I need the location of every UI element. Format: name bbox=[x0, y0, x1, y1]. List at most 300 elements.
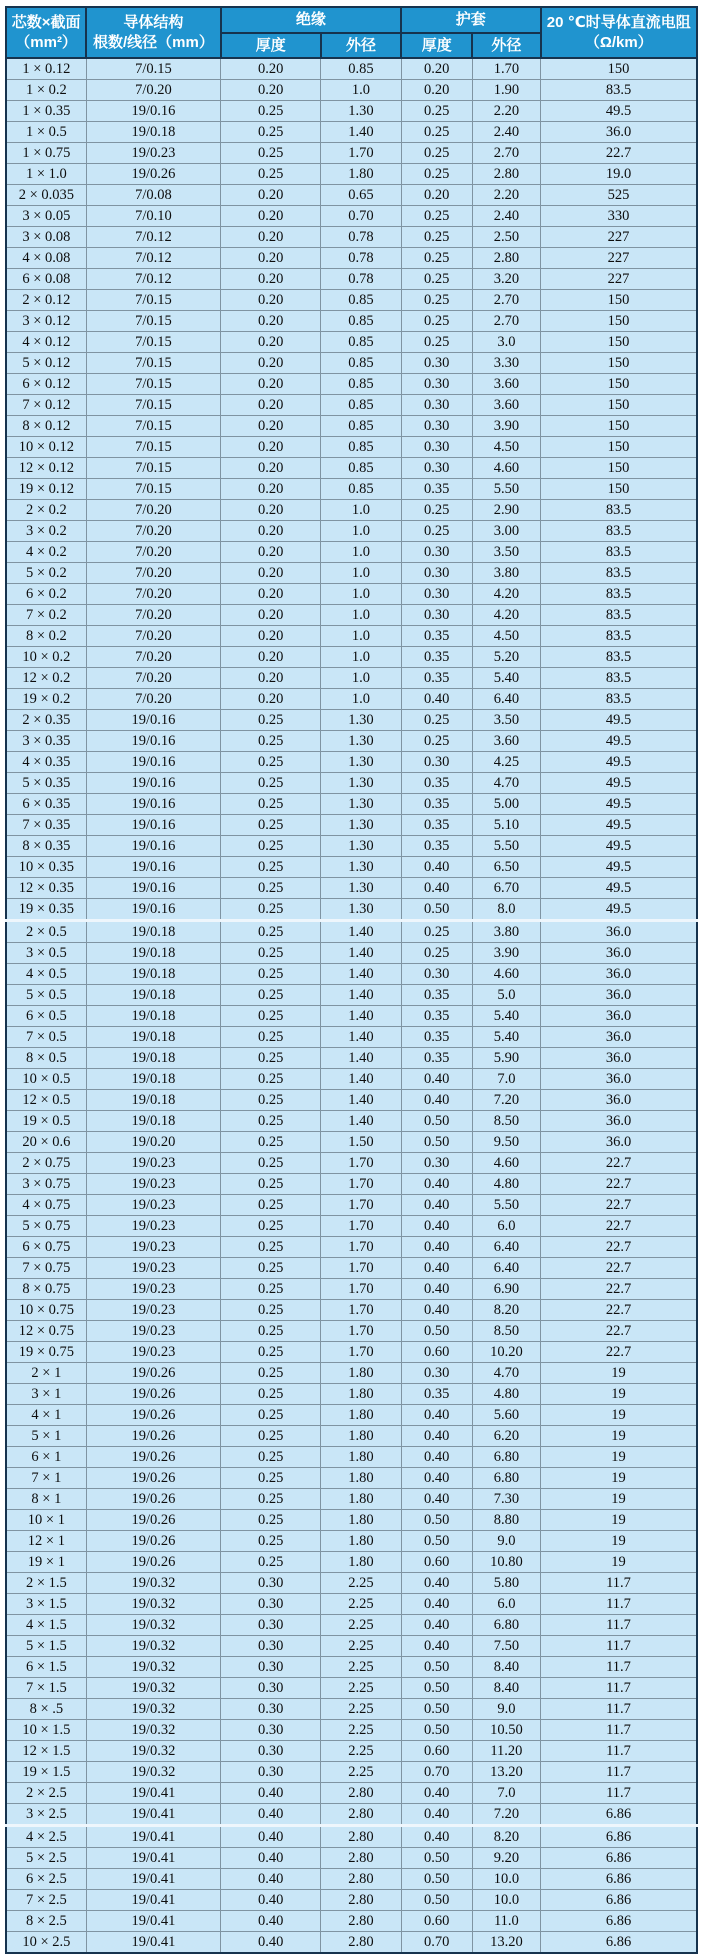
cell-resistance: 330 bbox=[541, 206, 698, 227]
table-row bbox=[6, 416, 697, 437]
cell-insulation-outer-diameter: 0.85 bbox=[321, 311, 401, 332]
cell-insulation-outer-diameter: 1.30 bbox=[321, 752, 401, 773]
cell-conductor: 19/0.23 bbox=[86, 1216, 220, 1237]
cell-size: 6 × 0.35 bbox=[6, 794, 86, 815]
cell-sheath-thickness: 0.20 bbox=[401, 185, 472, 206]
cell-sheath-thickness: 0.35 bbox=[401, 1006, 472, 1027]
cell-size: 1 × 0.2 bbox=[6, 80, 86, 101]
cell-sheath-thickness: 0.25 bbox=[401, 206, 472, 227]
cell-resistance: 19 bbox=[541, 1468, 698, 1489]
cell-size: 4 × 2.5 bbox=[6, 1826, 86, 1848]
cell-sheath-thickness: 0.35 bbox=[401, 626, 472, 647]
cell-resistance: 11.7 bbox=[541, 1783, 698, 1804]
cell-size: 2 × 0.5 bbox=[6, 921, 86, 943]
table-row bbox=[6, 143, 697, 164]
cell-size: 19 × 0.2 bbox=[6, 689, 86, 710]
cell-insulation-outer-diameter: 1.40 bbox=[321, 1090, 401, 1111]
cell-insulation-outer-diameter: 1.30 bbox=[321, 857, 401, 878]
cell-conductor: 7/0.20 bbox=[86, 542, 220, 563]
cell-insulation-outer-diameter: 1.0 bbox=[321, 542, 401, 563]
cell-sheath-thickness: 0.25 bbox=[401, 164, 472, 185]
cell-size: 7 × 0.5 bbox=[6, 1027, 86, 1048]
cell-sheath-outer-diameter: 3.0 bbox=[472, 332, 540, 353]
cell-insulation-outer-diameter: 1.0 bbox=[321, 626, 401, 647]
cell-resistance: 49.5 bbox=[541, 773, 698, 794]
cell-conductor: 19/0.23 bbox=[86, 1321, 220, 1342]
cell-resistance: 11.7 bbox=[541, 1741, 698, 1762]
cell-sheath-thickness: 0.35 bbox=[401, 815, 472, 836]
cell-insulation-outer-diameter: 1.70 bbox=[321, 1321, 401, 1342]
cell-conductor: 19/0.32 bbox=[86, 1615, 220, 1636]
cell-conductor: 19/0.18 bbox=[86, 964, 220, 985]
cell-size: 12 × 0.75 bbox=[6, 1321, 86, 1342]
header-resistance-line2: （Ω/km） bbox=[584, 33, 653, 51]
cell-size: 6 × 0.08 bbox=[6, 269, 86, 290]
cell-insulation-outer-diameter: 1.70 bbox=[321, 1216, 401, 1237]
table-row bbox=[6, 1111, 697, 1132]
cell-conductor: 19/0.23 bbox=[86, 1195, 220, 1216]
header-insulation-group: 绝缘 bbox=[221, 7, 402, 33]
cell-sheath-thickness: 0.35 bbox=[401, 836, 472, 857]
cell-sheath-thickness: 0.25 bbox=[401, 248, 472, 269]
cell-size: 12 × 0.2 bbox=[6, 668, 86, 689]
table-row bbox=[6, 584, 697, 605]
cell-insulation-thickness: 0.20 bbox=[221, 248, 321, 269]
table-row bbox=[6, 164, 697, 185]
cell-insulation-outer-diameter: 1.80 bbox=[321, 164, 401, 185]
table-row bbox=[6, 878, 697, 899]
cell-sheath-outer-diameter: 7.50 bbox=[472, 1636, 540, 1657]
cell-sheath-thickness: 0.20 bbox=[401, 80, 472, 101]
cell-sheath-thickness: 0.40 bbox=[401, 1300, 472, 1321]
cell-resistance: 150 bbox=[541, 332, 698, 353]
cell-size: 7 × 0.35 bbox=[6, 815, 86, 836]
cell-insulation-thickness: 0.25 bbox=[221, 1510, 321, 1531]
table-row bbox=[6, 1720, 697, 1741]
table-row bbox=[6, 668, 697, 689]
cell-insulation-thickness: 0.30 bbox=[221, 1573, 321, 1594]
cell-sheath-outer-diameter: 2.70 bbox=[472, 311, 540, 332]
table-row bbox=[6, 1552, 697, 1573]
cell-insulation-outer-diameter: 1.40 bbox=[321, 943, 401, 964]
cell-sheath-thickness: 0.50 bbox=[401, 1531, 472, 1552]
table-row bbox=[6, 1678, 697, 1699]
cell-sheath-outer-diameter: 6.80 bbox=[472, 1447, 540, 1468]
cell-sheath-thickness: 0.40 bbox=[401, 1489, 472, 1510]
cell-sheath-thickness: 0.30 bbox=[401, 1153, 472, 1174]
cell-conductor: 7/0.15 bbox=[86, 374, 220, 395]
cell-sheath-outer-diameter: 5.40 bbox=[472, 1027, 540, 1048]
cell-insulation-thickness: 0.25 bbox=[221, 164, 321, 185]
cell-insulation-outer-diameter: 0.85 bbox=[321, 479, 401, 500]
cell-conductor: 19/0.41 bbox=[86, 1826, 220, 1848]
cell-insulation-outer-diameter: 1.0 bbox=[321, 689, 401, 710]
cell-conductor: 7/0.15 bbox=[86, 395, 220, 416]
cell-resistance: 19 bbox=[541, 1405, 698, 1426]
cell-resistance: 49.5 bbox=[541, 101, 698, 122]
cell-conductor: 19/0.20 bbox=[86, 1132, 220, 1153]
cell-size: 3 × 2.5 bbox=[6, 1804, 86, 1826]
cell-insulation-outer-diameter: 0.85 bbox=[321, 353, 401, 374]
cell-resistance: 36.0 bbox=[541, 1132, 698, 1153]
cell-conductor: 7/0.15 bbox=[86, 58, 220, 80]
cell-conductor: 19/0.18 bbox=[86, 1048, 220, 1069]
table-row bbox=[6, 1468, 697, 1489]
cell-sheath-thickness: 0.50 bbox=[401, 1678, 472, 1699]
cell-conductor: 7/0.20 bbox=[86, 668, 220, 689]
cell-resistance: 36.0 bbox=[541, 985, 698, 1006]
cell-sheath-outer-diameter: 7.30 bbox=[472, 1489, 540, 1510]
cell-resistance: 36.0 bbox=[541, 122, 698, 143]
cell-insulation-outer-diameter: 0.85 bbox=[321, 395, 401, 416]
cell-insulation-outer-diameter: 1.70 bbox=[321, 1342, 401, 1363]
cell-sheath-thickness: 0.40 bbox=[401, 1804, 472, 1826]
cell-resistance: 22.7 bbox=[541, 1237, 698, 1258]
table-row bbox=[6, 857, 697, 878]
cell-resistance: 22.7 bbox=[541, 1174, 698, 1195]
table-row bbox=[6, 1090, 697, 1111]
table-row bbox=[6, 374, 697, 395]
cell-size: 12 × 0.35 bbox=[6, 878, 86, 899]
cell-resistance: 11.7 bbox=[541, 1678, 698, 1699]
cell-insulation-outer-diameter: 1.0 bbox=[321, 80, 401, 101]
cell-conductor: 19/0.18 bbox=[86, 985, 220, 1006]
cell-insulation-thickness: 0.25 bbox=[221, 1111, 321, 1132]
cell-insulation-thickness: 0.25 bbox=[221, 1090, 321, 1111]
cell-insulation-thickness: 0.25 bbox=[221, 1531, 321, 1552]
cell-size: 2 × 1 bbox=[6, 1363, 86, 1384]
cell-sheath-thickness: 0.40 bbox=[401, 857, 472, 878]
table-row bbox=[6, 1657, 697, 1678]
cell-conductor: 19/0.23 bbox=[86, 1237, 220, 1258]
cell-conductor: 19/0.18 bbox=[86, 921, 220, 943]
cell-sheath-outer-diameter: 5.90 bbox=[472, 1048, 540, 1069]
cell-sheath-thickness: 0.40 bbox=[401, 1636, 472, 1657]
cell-conductor: 7/0.20 bbox=[86, 563, 220, 584]
header-resistance bbox=[541, 7, 698, 58]
cell-sheath-outer-diameter: 4.50 bbox=[472, 626, 540, 647]
cell-conductor: 19/0.18 bbox=[86, 1111, 220, 1132]
cell-conductor: 19/0.32 bbox=[86, 1678, 220, 1699]
cell-resistance: 11.7 bbox=[541, 1594, 698, 1615]
cell-sheath-thickness: 0.40 bbox=[401, 1447, 472, 1468]
cell-sheath-thickness: 0.30 bbox=[401, 542, 472, 563]
cell-insulation-outer-diameter: 2.80 bbox=[321, 1783, 401, 1804]
cell-insulation-thickness: 0.20 bbox=[221, 626, 321, 647]
cell-sheath-thickness: 0.30 bbox=[401, 395, 472, 416]
table-row bbox=[6, 521, 697, 542]
cell-resistance: 6.86 bbox=[541, 1848, 698, 1869]
table-row bbox=[6, 1048, 697, 1069]
header-conductor-line1: 导体结构 bbox=[123, 14, 184, 31]
cell-sheath-outer-diameter: 7.0 bbox=[472, 1069, 540, 1090]
table-row bbox=[6, 458, 697, 479]
cell-size: 1 × 0.5 bbox=[6, 122, 86, 143]
cell-conductor: 19/0.41 bbox=[86, 1932, 220, 1954]
cell-sheath-outer-diameter: 3.60 bbox=[472, 374, 540, 395]
cell-insulation-thickness: 0.20 bbox=[221, 185, 321, 206]
cell-sheath-outer-diameter: 10.0 bbox=[472, 1890, 540, 1911]
table-row bbox=[6, 80, 697, 101]
cell-sheath-outer-diameter: 11.0 bbox=[472, 1911, 540, 1932]
cell-size: 8 × 2.5 bbox=[6, 1911, 86, 1932]
table-row bbox=[6, 353, 697, 374]
cell-sheath-thickness: 0.40 bbox=[401, 1826, 472, 1848]
cell-insulation-thickness: 0.25 bbox=[221, 143, 321, 164]
cell-size: 10 × 0.2 bbox=[6, 647, 86, 668]
table-row bbox=[6, 1615, 697, 1636]
table-row bbox=[6, 1594, 697, 1615]
cell-insulation-thickness: 0.25 bbox=[221, 1174, 321, 1195]
cell-sheath-outer-diameter: 2.40 bbox=[472, 122, 540, 143]
cell-sheath-outer-diameter: 6.80 bbox=[472, 1615, 540, 1636]
cell-insulation-thickness: 0.25 bbox=[221, 1468, 321, 1489]
cell-size: 8 × 0.35 bbox=[6, 836, 86, 857]
cell-insulation-thickness: 0.20 bbox=[221, 479, 321, 500]
cell-sheath-thickness: 0.40 bbox=[401, 689, 472, 710]
table-row bbox=[6, 1363, 697, 1384]
cell-insulation-thickness: 0.25 bbox=[221, 1363, 321, 1384]
cell-resistance: 49.5 bbox=[541, 731, 698, 752]
cell-sheath-outer-diameter: 3.30 bbox=[472, 353, 540, 374]
cell-sheath-thickness: 0.25 bbox=[401, 143, 472, 164]
cell-conductor: 19/0.26 bbox=[86, 1447, 220, 1468]
table-row bbox=[6, 311, 697, 332]
cell-resistance: 83.5 bbox=[541, 584, 698, 605]
cell-size: 4 × 1 bbox=[6, 1405, 86, 1426]
cell-resistance: 49.5 bbox=[541, 836, 698, 857]
cell-insulation-thickness: 0.25 bbox=[221, 122, 321, 143]
cell-sheath-thickness: 0.30 bbox=[401, 563, 472, 584]
cell-conductor: 19/0.26 bbox=[86, 1510, 220, 1531]
cell-insulation-thickness: 0.30 bbox=[221, 1615, 321, 1636]
cell-resistance: 83.5 bbox=[541, 521, 698, 542]
cell-sheath-thickness: 0.40 bbox=[401, 1573, 472, 1594]
cell-conductor: 7/0.20 bbox=[86, 500, 220, 521]
cell-resistance: 36.0 bbox=[541, 1069, 698, 1090]
cell-insulation-outer-diameter: 0.78 bbox=[321, 248, 401, 269]
cell-insulation-outer-diameter: 1.70 bbox=[321, 1153, 401, 1174]
cell-resistance: 22.7 bbox=[541, 1279, 698, 1300]
cell-insulation-thickness: 0.20 bbox=[221, 290, 321, 311]
cell-insulation-thickness: 0.40 bbox=[221, 1869, 321, 1890]
cell-resistance: 49.5 bbox=[541, 794, 698, 815]
cell-insulation-thickness: 0.25 bbox=[221, 1027, 321, 1048]
cell-resistance: 227 bbox=[541, 227, 698, 248]
cell-size: 10 × 2.5 bbox=[6, 1932, 86, 1954]
table-row bbox=[6, 122, 697, 143]
cell-size: 3 × 0.12 bbox=[6, 311, 86, 332]
cell-insulation-thickness: 0.20 bbox=[221, 521, 321, 542]
cell-conductor: 19/0.16 bbox=[86, 794, 220, 815]
cell-insulation-outer-diameter: 1.40 bbox=[321, 985, 401, 1006]
cell-resistance: 11.7 bbox=[541, 1615, 698, 1636]
header-sheath-thickness: 厚度 bbox=[401, 33, 472, 59]
cell-sheath-outer-diameter: 10.80 bbox=[472, 1552, 540, 1573]
cell-insulation-thickness: 0.25 bbox=[221, 1279, 321, 1300]
cell-conductor: 19/0.18 bbox=[86, 1027, 220, 1048]
cell-conductor: 7/0.12 bbox=[86, 269, 220, 290]
cell-sheath-outer-diameter: 5.60 bbox=[472, 1405, 540, 1426]
cell-sheath-thickness: 0.40 bbox=[401, 1783, 472, 1804]
cell-sheath-outer-diameter: 3.90 bbox=[472, 416, 540, 437]
cell-insulation-thickness: 0.25 bbox=[221, 857, 321, 878]
cell-resistance: 83.5 bbox=[541, 647, 698, 668]
cell-resistance: 22.7 bbox=[541, 1153, 698, 1174]
cell-size: 5 × 1.5 bbox=[6, 1636, 86, 1657]
cell-resistance: 83.5 bbox=[541, 500, 698, 521]
table-row bbox=[6, 1510, 697, 1531]
cell-sheath-thickness: 0.50 bbox=[401, 1657, 472, 1678]
cell-insulation-outer-diameter: 0.85 bbox=[321, 58, 401, 80]
cell-resistance: 6.86 bbox=[541, 1911, 698, 1932]
cell-insulation-thickness: 0.25 bbox=[221, 985, 321, 1006]
cell-conductor: 19/0.32 bbox=[86, 1594, 220, 1615]
table-row bbox=[6, 1636, 697, 1657]
cell-insulation-outer-diameter: 1.30 bbox=[321, 731, 401, 752]
cell-sheath-thickness: 0.35 bbox=[401, 773, 472, 794]
cell-sheath-thickness: 0.35 bbox=[401, 668, 472, 689]
cell-resistance: 6.86 bbox=[541, 1804, 698, 1826]
cell-size: 12 × 0.5 bbox=[6, 1090, 86, 1111]
cell-size: 7 × 0.2 bbox=[6, 605, 86, 626]
cell-sheath-thickness: 0.25 bbox=[401, 731, 472, 752]
cell-sheath-outer-diameter: 1.70 bbox=[472, 58, 540, 80]
cell-insulation-outer-diameter: 1.30 bbox=[321, 101, 401, 122]
table-row bbox=[6, 752, 697, 773]
cell-sheath-outer-diameter: 7.20 bbox=[472, 1804, 540, 1826]
cell-insulation-outer-diameter: 2.80 bbox=[321, 1890, 401, 1911]
cell-sheath-thickness: 0.50 bbox=[401, 1869, 472, 1890]
cell-insulation-thickness: 0.25 bbox=[221, 1426, 321, 1447]
cell-resistance: 11.7 bbox=[541, 1762, 698, 1783]
cell-size: 8 × 0.12 bbox=[6, 416, 86, 437]
table-row bbox=[6, 206, 697, 227]
cell-sheath-thickness: 0.40 bbox=[401, 1468, 472, 1489]
cell-size: 7 × 1.5 bbox=[6, 1678, 86, 1699]
cell-insulation-outer-diameter: 2.25 bbox=[321, 1762, 401, 1783]
cell-resistance: 19 bbox=[541, 1489, 698, 1510]
cell-insulation-thickness: 0.25 bbox=[221, 731, 321, 752]
cell-resistance: 6.86 bbox=[541, 1869, 698, 1890]
cell-resistance: 83.5 bbox=[541, 626, 698, 647]
table-row bbox=[6, 1426, 697, 1447]
cell-conductor: 7/0.15 bbox=[86, 290, 220, 311]
cell-sheath-thickness: 0.50 bbox=[401, 1848, 472, 1869]
cell-sheath-thickness: 0.40 bbox=[401, 1069, 472, 1090]
cell-sheath-outer-diameter: 3.50 bbox=[472, 542, 540, 563]
cell-sheath-outer-diameter: 7.0 bbox=[472, 1783, 540, 1804]
cell-insulation-thickness: 0.25 bbox=[221, 1489, 321, 1510]
cell-conductor: 19/0.16 bbox=[86, 815, 220, 836]
cell-insulation-thickness: 0.25 bbox=[221, 1342, 321, 1363]
cell-resistance: 49.5 bbox=[541, 815, 698, 836]
table-row bbox=[6, 1216, 697, 1237]
cell-sheath-outer-diameter: 6.80 bbox=[472, 1468, 540, 1489]
cell-sheath-outer-diameter: 3.60 bbox=[472, 731, 540, 752]
cell-insulation-outer-diameter: 0.85 bbox=[321, 332, 401, 353]
cell-sheath-thickness: 0.30 bbox=[401, 458, 472, 479]
cell-resistance: 150 bbox=[541, 374, 698, 395]
table-row bbox=[6, 542, 697, 563]
cell-insulation-outer-diameter: 1.30 bbox=[321, 710, 401, 731]
cell-insulation-thickness: 0.20 bbox=[221, 58, 321, 80]
cell-conductor: 19/0.32 bbox=[86, 1741, 220, 1762]
cell-resistance: 19 bbox=[541, 1552, 698, 1573]
cell-insulation-thickness: 0.25 bbox=[221, 1447, 321, 1468]
table-row bbox=[6, 332, 697, 353]
cell-size: 12 × 0.12 bbox=[6, 458, 86, 479]
cell-sheath-thickness: 0.25 bbox=[401, 710, 472, 731]
cell-insulation-thickness: 0.25 bbox=[221, 815, 321, 836]
cell-insulation-outer-diameter: 2.25 bbox=[321, 1720, 401, 1741]
cell-resistance: 19 bbox=[541, 1447, 698, 1468]
cell-size: 3 × 0.35 bbox=[6, 731, 86, 752]
cell-insulation-outer-diameter: 0.70 bbox=[321, 206, 401, 227]
cell-conductor: 7/0.08 bbox=[86, 185, 220, 206]
table-row bbox=[6, 689, 697, 710]
cell-insulation-thickness: 0.20 bbox=[221, 500, 321, 521]
cell-sheath-thickness: 0.30 bbox=[401, 605, 472, 626]
cell-conductor: 7/0.15 bbox=[86, 479, 220, 500]
cell-resistance: 22.7 bbox=[541, 1216, 698, 1237]
cell-resistance: 22.7 bbox=[541, 1342, 698, 1363]
cell-sheath-outer-diameter: 6.90 bbox=[472, 1279, 540, 1300]
header-insulation-thickness: 厚度 bbox=[221, 33, 321, 59]
cell-insulation-outer-diameter: 2.25 bbox=[321, 1741, 401, 1762]
table-row bbox=[6, 1300, 697, 1321]
cell-resistance: 83.5 bbox=[541, 80, 698, 101]
cell-insulation-outer-diameter: 1.40 bbox=[321, 122, 401, 143]
cell-sheath-outer-diameter: 8.40 bbox=[472, 1657, 540, 1678]
table-header bbox=[6, 7, 697, 58]
cell-conductor: 7/0.15 bbox=[86, 458, 220, 479]
cell-insulation-outer-diameter: 1.0 bbox=[321, 521, 401, 542]
table-row bbox=[6, 1932, 697, 1954]
cell-insulation-outer-diameter: 0.78 bbox=[321, 227, 401, 248]
cell-conductor: 19/0.32 bbox=[86, 1762, 220, 1783]
cell-size: 5 × 0.35 bbox=[6, 773, 86, 794]
table-row bbox=[6, 1447, 697, 1468]
cell-sheath-outer-diameter: 7.20 bbox=[472, 1090, 540, 1111]
cell-sheath-outer-diameter: 10.50 bbox=[472, 1720, 540, 1741]
cell-resistance: 11.7 bbox=[541, 1636, 698, 1657]
cell-size: 2 × 0.35 bbox=[6, 710, 86, 731]
cell-conductor: 19/0.16 bbox=[86, 710, 220, 731]
table-row bbox=[6, 1783, 697, 1804]
cell-sheath-thickness: 0.20 bbox=[401, 58, 472, 80]
cell-conductor: 19/0.16 bbox=[86, 878, 220, 899]
cell-sheath-thickness: 0.25 bbox=[401, 332, 472, 353]
cell-resistance: 19.0 bbox=[541, 164, 698, 185]
cell-insulation-outer-diameter: 0.65 bbox=[321, 185, 401, 206]
cell-insulation-outer-diameter: 0.85 bbox=[321, 374, 401, 395]
cell-insulation-outer-diameter: 1.30 bbox=[321, 899, 401, 921]
cell-conductor: 19/0.23 bbox=[86, 143, 220, 164]
cell-resistance: 22.7 bbox=[541, 1321, 698, 1342]
cell-sheath-outer-diameter: 4.60 bbox=[472, 1153, 540, 1174]
cell-size: 5 × 0.5 bbox=[6, 985, 86, 1006]
cell-size: 19 × 0.5 bbox=[6, 1111, 86, 1132]
cell-resistance: 150 bbox=[541, 437, 698, 458]
cell-insulation-outer-diameter: 2.80 bbox=[321, 1932, 401, 1954]
cell-sheath-thickness: 0.40 bbox=[401, 1426, 472, 1447]
cell-size: 3 × 1.5 bbox=[6, 1594, 86, 1615]
cell-size: 8 × 0.75 bbox=[6, 1279, 86, 1300]
table-row bbox=[6, 269, 697, 290]
cell-size: 4 × 0.5 bbox=[6, 964, 86, 985]
cell-size: 10 × 0.35 bbox=[6, 857, 86, 878]
